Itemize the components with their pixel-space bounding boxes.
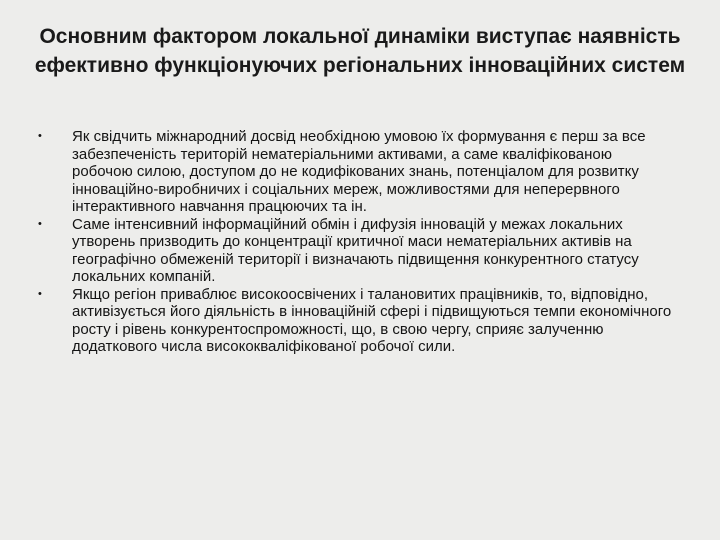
bullet-item <box>36 128 676 216</box>
bullet-item <box>36 216 676 286</box>
bullet-dot-icon: • <box>38 130 42 142</box>
bullet-text: Як свідчить міжнародний досвід необхідною умовою їх формування є перш за все забезпеченість територій нематеріальними активами, а саме кваліфікованою робочою силою, доступом до не кодифікованих знань, потенціалом для розвитку інноваційно-виробничих і соціальних мереж, можливостями для неперервного інтерактивного навчання працюючих та ін. <box>72 128 646 215</box>
bullet-item <box>36 286 676 356</box>
bullet-text: Саме інтенсивний інформаційний обмін і дифузія інновацій у межах локальних утворень призводить до концентрації критичної маси нематеріальних активів на географічно обмеженій території і визначають підвищення конкурентного статусу локальних компаній. <box>72 215 639 285</box>
bullet-list <box>36 128 676 356</box>
bullet-dot-icon: • <box>38 217 42 230</box>
bullet-dot-icon: • <box>38 287 42 300</box>
slide-title: Основним фактором локальної динаміки виступає наявність ефективно функціонуючих регіональних інноваційних систем <box>34 25 686 77</box>
bullet-text: Якщо регіон приваблює високоосвічених і талановитих працівників, то, відповідно, активізується його діяльність в інноваційній сфері і підвищуються темпи економічного росту і рівень конкурентоспроможності, що, в свою чергу, сприяє залученню додаткового числа висококваліфікованої робочої сили. <box>72 285 672 355</box>
